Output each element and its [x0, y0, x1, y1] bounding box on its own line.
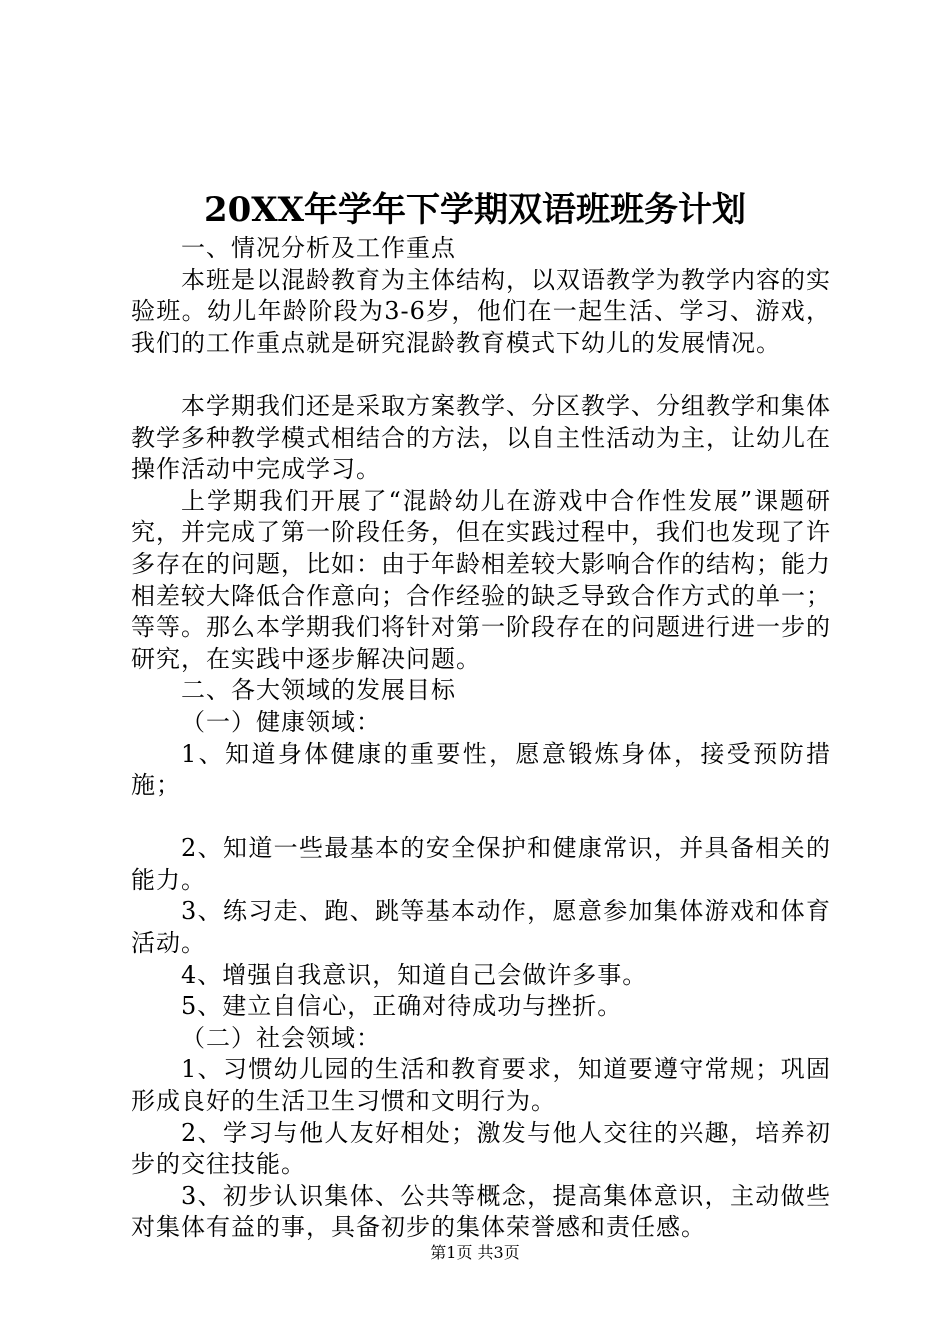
paragraph: 本班是以混龄教育为主体结构，以双语教学为教学内容的实验班。幼儿年龄阶段为3-6岁，他们在一起生活、学习、游戏，我们的工作重点就是研究混龄教育模式下幼儿的发展情况。: [131, 265, 831, 357]
paragraph: 上学期我们开展了“混龄幼儿在游戏中合作性发展”课题研究，并完成了第一阶段任务，但在实践过程中，我们也发现了许多存在的问题，比如：由于年龄相差较大影响合作的结构；能力相差较大降低合作意向；合作经验的缺乏导致合作方式的单一；等等。那么本学期我们将针对第一阶段存在的问题进行进一步的研究，在实践中逐步解决问题。: [131, 486, 831, 673]
list-item: 3、初步认识集体、公共等概念，提高集体意识，主动做些对集体有益的事，具备初步的集体荣誉感和责任感。: [131, 1181, 831, 1242]
subsection-heading-social: （二）社会领域：: [181, 1023, 381, 1052]
list-item: 1、习惯幼儿园的生活和教育要求，知道要遵守常规；巩固形成良好的生活卫生习惯和文明行为。: [131, 1055, 831, 1116]
page-footer: 第1页 共3页: [430, 1243, 520, 1262]
paragraph: 本学期我们还是采取方案教学、分区教学、分组教学和集体教学多种教学模式相结合的方法，以自主性活动为主，让幼儿在操作活动中完成学习。: [131, 391, 831, 484]
list-item: 5、建立自信心，正确对待成功与挫折。: [181, 992, 623, 1021]
list-item: 2、学习与他人友好相处；激发与他人交往的兴趣，培养初步的交往技能。: [131, 1118, 831, 1179]
list-item: 3、练习走、跑、跳等基本动作，愿意参加集体游戏和体育活动。: [131, 897, 831, 958]
list-item: 4、增强自我意识，知道自己会做许多事。: [181, 960, 648, 989]
document-title: 20XX年学年下学期双语班班务计划: [203, 190, 747, 230]
section-heading-1: 一、情况分析及工作重点: [181, 234, 456, 262]
list-item: 1、知道身体健康的重要性，愿意锻炼身体，接受预防措施；: [131, 739, 831, 800]
document-body: [131, 233, 831, 1244]
list-item: 2、知道一些最基本的安全保护和健康常识，并具备相关的能力。: [131, 834, 831, 894]
section-heading-2: 二、各大领域的发展目标: [181, 676, 456, 705]
subsection-heading-health: （一）健康领域：: [181, 707, 381, 736]
